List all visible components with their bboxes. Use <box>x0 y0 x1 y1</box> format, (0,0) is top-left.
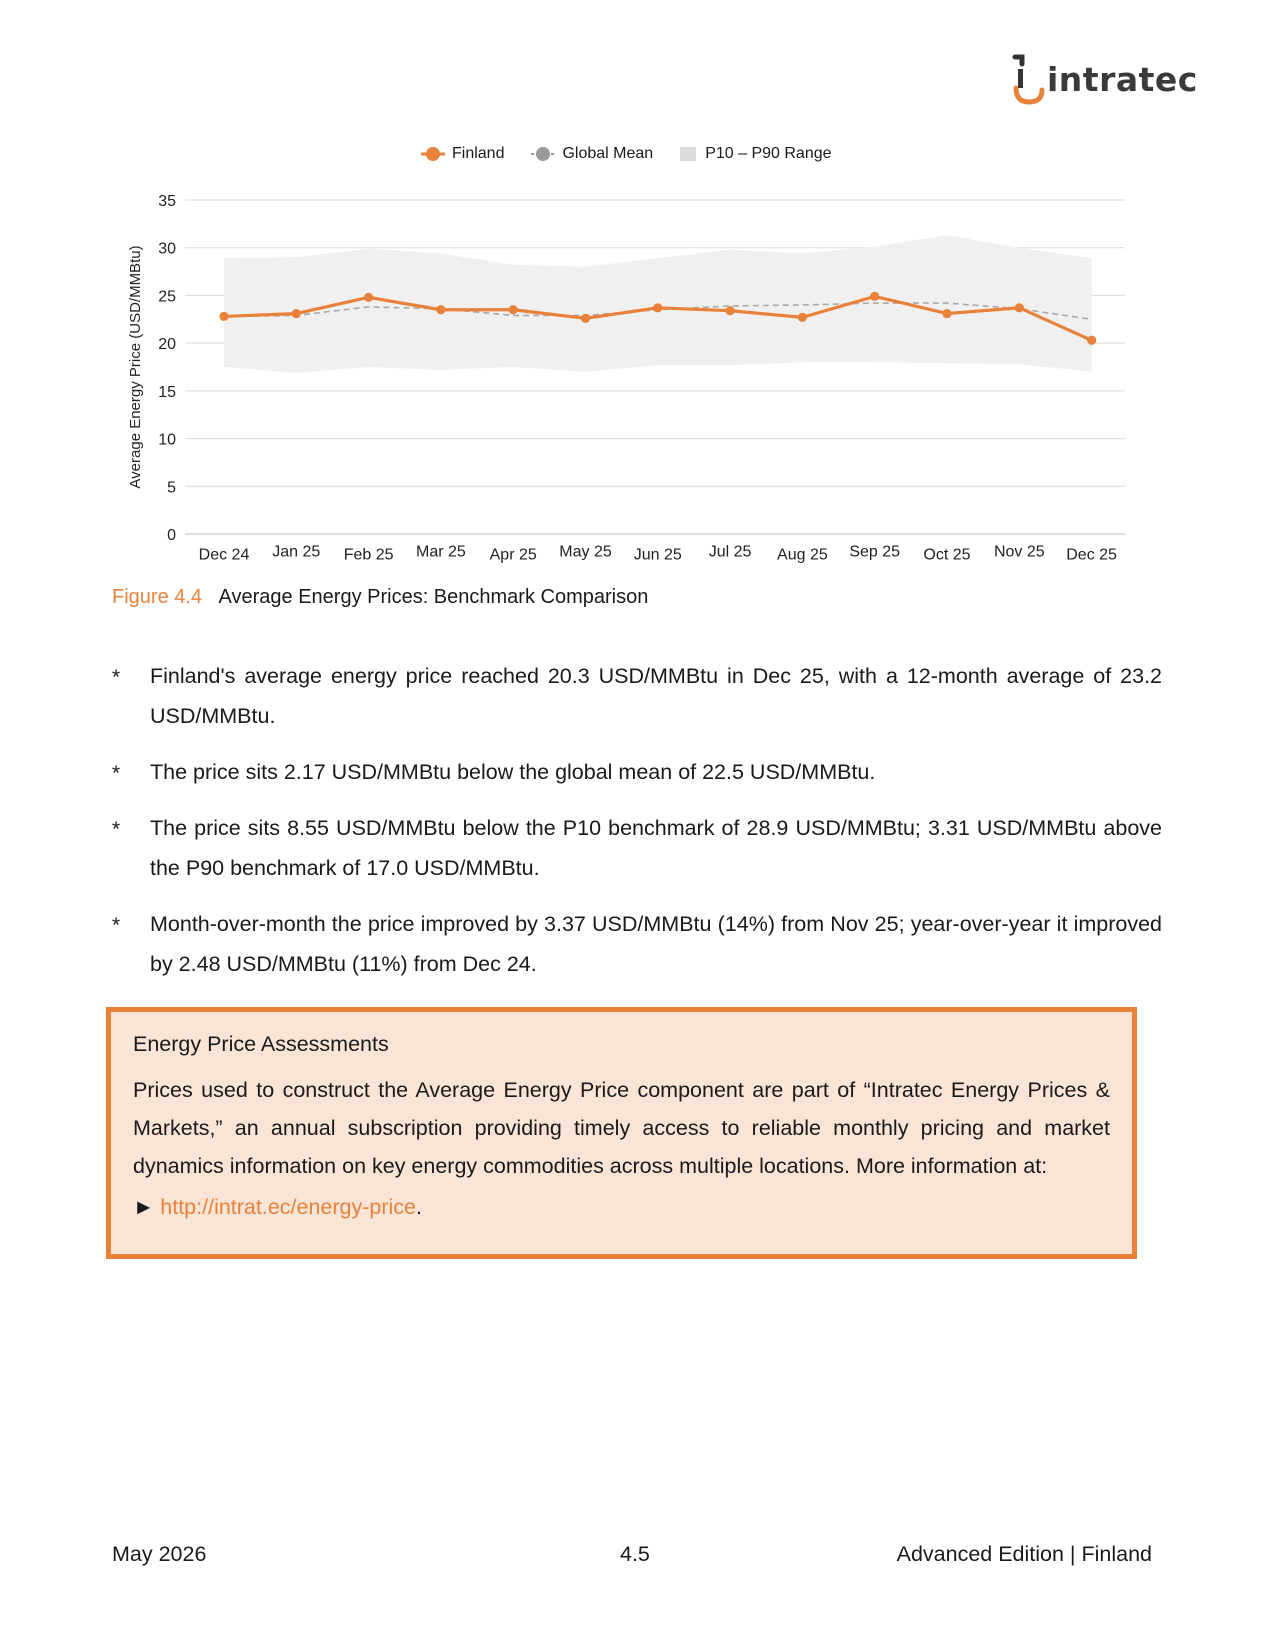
energy-price-callout <box>106 1007 1137 1259</box>
y-tick-label: 35 <box>158 193 176 210</box>
finland-point <box>798 313 807 322</box>
finland-point <box>653 303 662 312</box>
finland-point <box>1015 303 1024 312</box>
link-suffix: . <box>416 1195 422 1219</box>
bullet-star: * <box>112 818 121 841</box>
bullet-text: The price sits 8.55 USD/MMBtu below the P10 benchmark of 28.9 USD/MMBtu; 3.31 USD/MMBtu above the P90 benchmark of 17.0 USD/MMBtu. <box>150 816 1162 880</box>
list-item <box>112 904 1162 984</box>
x-tick-label: Jun 25 <box>633 546 682 564</box>
finland-point <box>870 292 879 301</box>
page-number: 4.5 <box>620 1542 650 1566</box>
energy-price-link[interactable]: http://intrat.ec/energy-price <box>160 1195 417 1219</box>
x-tick-label: Apr 25 <box>489 546 537 564</box>
logo-wordmark: intratec <box>1047 60 1198 99</box>
y-tick-label: 10 <box>158 431 176 449</box>
finland-point <box>364 293 373 302</box>
y-tick-label: 5 <box>167 479 176 497</box>
y-tick-label: 30 <box>158 240 176 258</box>
y-tick-label: 20 <box>158 336 176 354</box>
legend-p10-p90-label: P10 – P90 Range <box>705 145 832 162</box>
finland-point <box>292 309 301 318</box>
footer-edition: Advanced Edition | Finland <box>896 1542 1152 1566</box>
finland-point <box>509 305 518 314</box>
callout-link-row <box>133 1195 1110 1220</box>
y-tick-label: 15 <box>158 383 176 401</box>
legend-finland-label: Finland <box>452 145 505 162</box>
finland-point <box>581 314 590 323</box>
figure-caption <box>112 586 648 609</box>
finland-point <box>726 306 735 315</box>
bullet-text: The price sits 2.17 USD/MMBtu below the global mean of 22.5 USD/MMBtu. <box>150 760 876 784</box>
x-tick-label: Oct 25 <box>923 546 971 564</box>
energy-price-chart <box>0 0 1275 570</box>
y-tick-label: 25 <box>158 288 176 306</box>
x-tick-label: May 25 <box>559 543 612 561</box>
list-item <box>112 808 1162 888</box>
y-tick-label: 0 <box>167 527 176 544</box>
figure-number: Figure 4.4 <box>112 586 203 608</box>
y-axis-label: Average Energy Price (USD/MMBtu) <box>127 245 144 489</box>
bullet-text: Month-over-month the price improved by 3.37 USD/MMBtu (14%) from Nov 25; year-over-year it improved by 2.48 USD/MMBtu (11%) from Dec 24. <box>150 912 1162 976</box>
bullet-list <box>112 656 1162 1000</box>
bullet-text: Finland's average energy price reached 20.3 USD/MMBtu in Dec 25, with a 12-month average of 23.2 USD/MMBtu. <box>150 664 1162 728</box>
x-tick-label: Dec 25 <box>1066 546 1117 564</box>
finland-point <box>219 312 228 321</box>
bullet-star: * <box>112 762 121 785</box>
finland-point <box>436 305 445 314</box>
finland-point <box>942 309 951 318</box>
x-tick-label: Mar 25 <box>416 543 466 561</box>
x-tick-label: Aug 25 <box>777 546 828 564</box>
bullet-star: * <box>112 914 121 937</box>
x-tick-label: Sep 25 <box>849 543 901 561</box>
list-item <box>112 752 1162 792</box>
finland-point <box>1087 336 1096 345</box>
x-tick-label: Nov 25 <box>993 543 1045 561</box>
x-tick-label: Feb 25 <box>343 546 394 564</box>
footer-date: May 2026 <box>112 1542 207 1566</box>
x-tick-label: Jul 25 <box>708 543 752 561</box>
arrow-right-icon: ► <box>133 1195 155 1219</box>
legend-global-mean-label: Global Mean <box>562 145 654 162</box>
bullet-star: * <box>112 666 121 689</box>
x-tick-label: Dec 24 <box>198 546 250 564</box>
list-item <box>112 656 1162 736</box>
x-tick-label: Jan 25 <box>272 543 321 561</box>
callout-title: Energy Price Assessments <box>133 1032 389 1056</box>
callout-body: Prices used to construct the Average Energy Price component are part of “Intratec Energy Prices & Markets,” an annual subscription providing timely access to reliable monthly pricing and market dynamics information on key energy commodities across multiple locations. More information at: <box>133 1078 1110 1178</box>
figure-caption-text: Average Energy Prices: Benchmark Comparison <box>218 586 649 608</box>
